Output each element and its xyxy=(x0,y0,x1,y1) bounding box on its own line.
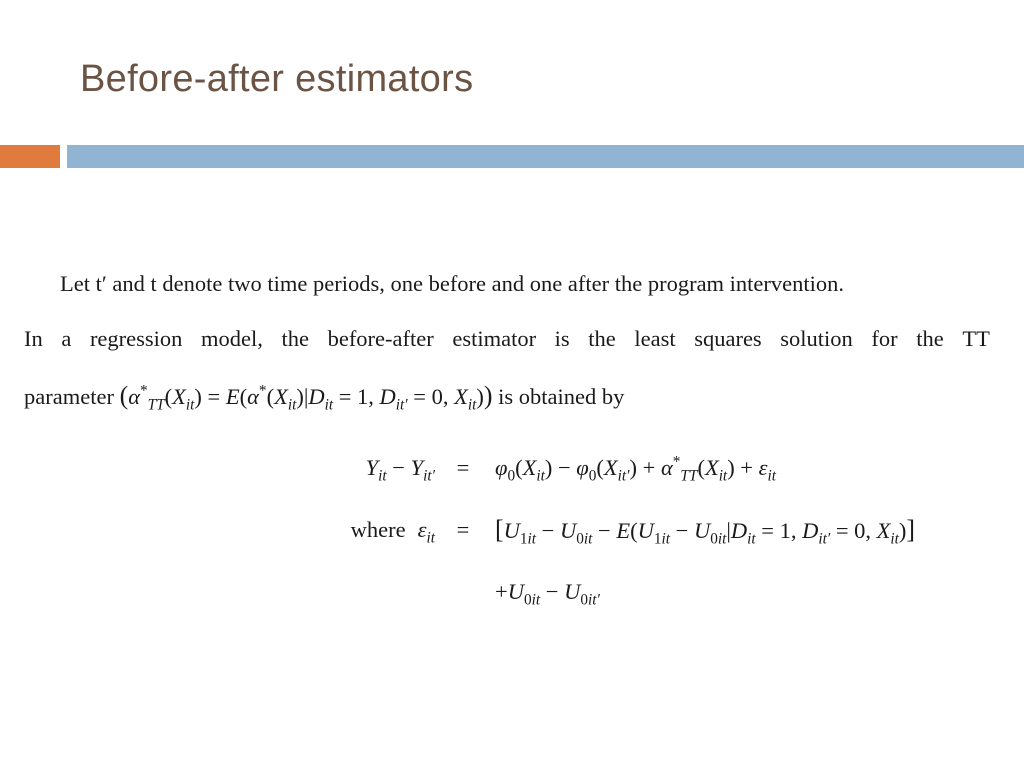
paragraph-line-3-prefix: parameter xyxy=(24,384,114,409)
paragraph-line-2-word: before-after xyxy=(327,326,434,351)
paragraph-line-2 xyxy=(24,325,990,352)
where-label: where xyxy=(350,517,406,542)
paragraph-line-2-word: is xyxy=(554,326,570,351)
paragraph-line-2-word: estimator xyxy=(452,326,537,351)
paragraph-line-3-suffix: is obtained by xyxy=(498,384,625,409)
paragraph-line-2-word: squares xyxy=(694,326,762,351)
paragraph-line-2-word: least xyxy=(634,326,676,351)
equation-row-1 xyxy=(165,448,885,488)
equation-2-lhs: where $\varepsilon_{it}$ xyxy=(350,517,435,547)
paragraph-line-2-word: the xyxy=(588,326,616,351)
paragraph-line-2-word: the xyxy=(281,326,309,351)
title-accent-bar-orange xyxy=(0,145,60,168)
equation-1-rhs: $\varphi_0(X_{it}) - \varphi_0(X_{it'}) + \alpha^*_{TT}(X_{it}) + \varepsilon_{it}$ xyxy=(495,453,776,485)
paragraph-line-2-word: a xyxy=(61,326,72,351)
tt-parameter-definition: ($\alpha^*_{TT}(X_{it}) = E(\alpha^*(X_{it})|D_{it} = 1$, $D_{it'} = 0$, $X_{it}$)) xyxy=(119,381,493,414)
title-accent-bar-blue xyxy=(67,145,1024,168)
equation-row-3 xyxy=(165,572,885,612)
paragraph-line-2-word: the xyxy=(916,326,944,351)
equals-sign: = xyxy=(456,517,470,542)
paragraph-line-1: Let t′ and t denote two time periods, one before and one after the program intervention. xyxy=(60,271,845,296)
paragraph-line-2-word: model, xyxy=(201,326,263,351)
equation-1-lhs: $Y_{it} - Y_{it'}$ xyxy=(365,455,435,485)
paragraph-line-2-word: solution xyxy=(780,326,853,351)
equation-row-2 xyxy=(165,510,916,550)
paragraph-line-2-word: regression xyxy=(89,326,183,351)
equals-sign: = xyxy=(456,455,470,480)
paragraph-line-2-word: for xyxy=(871,326,898,351)
equation-3-rhs: $+U_{0it} - U_{0it'}$ xyxy=(495,579,600,609)
paragraph-line-3 xyxy=(24,380,990,414)
equation-2-rhs: [$U_{1it} - U_{0it} - E(U_{1it} - U_{0it}|D_{it} = 1$, $D_{it'} = 0$, $X_{it}$)] xyxy=(495,515,916,548)
paragraph-line-2-word: TT xyxy=(962,326,990,351)
slide-title: Before-after estimators xyxy=(80,58,474,100)
paragraph-line-2-word: In xyxy=(24,326,43,351)
